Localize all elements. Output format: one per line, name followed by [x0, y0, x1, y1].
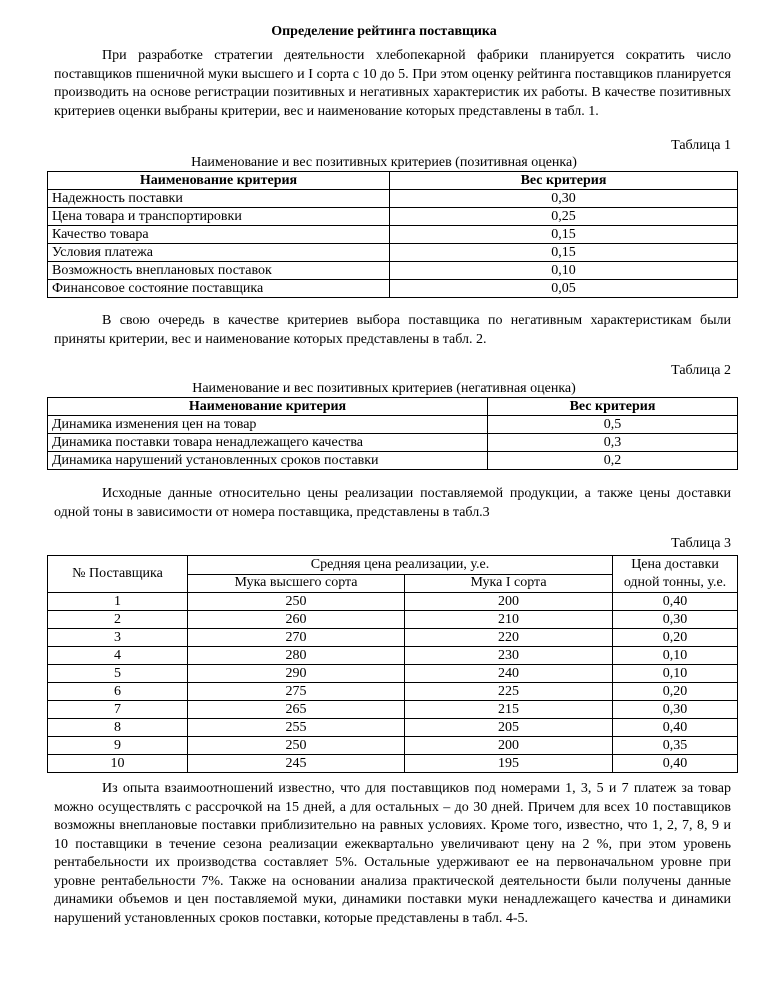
first-grade-price: 240 [405, 665, 613, 683]
header-supplier-number: № Поставщика [48, 556, 188, 593]
delivery-price: 0,20 [613, 683, 738, 701]
criterion-name: Динамика нарушений установленных сроков поставки [48, 452, 488, 470]
paragraph-4 [54, 780, 731, 928]
first-grade-price: 210 [405, 611, 613, 629]
delivery-price: 0,40 [613, 755, 738, 773]
criterion-name: Финансовое состояние поставщика [48, 280, 390, 298]
criterion-weight: 0,30 [390, 190, 738, 208]
top-grade-price: 245 [188, 755, 405, 773]
criterion-name: Надежность поставки [48, 190, 390, 208]
first-grade-price: 220 [405, 629, 613, 647]
table-row [48, 244, 738, 262]
column-header: Наименование критерия [48, 398, 488, 416]
table-row [48, 701, 738, 719]
delivery-price: 0,40 [613, 593, 738, 611]
table-row [48, 452, 738, 470]
supplier-number: 5 [48, 665, 188, 683]
supplier-price-table [47, 555, 738, 773]
top-grade-price: 250 [188, 737, 405, 755]
supplier-number: 8 [48, 719, 188, 737]
supplier-number: 2 [48, 611, 188, 629]
table-row [48, 262, 738, 280]
table-row [48, 434, 738, 452]
supplier-number: 3 [48, 629, 188, 647]
column-header: Наименование критерия [48, 172, 390, 190]
paragraph-3 [54, 485, 731, 522]
table-row [48, 226, 738, 244]
header-delivery-price: Цена доставки одной тонны, у.е. [613, 556, 738, 593]
first-grade-price: 200 [405, 737, 613, 755]
criterion-weight: 0,15 [390, 244, 738, 262]
table-row [48, 416, 738, 434]
delivery-price: 0,20 [613, 629, 738, 647]
table-row [48, 737, 738, 755]
paragraph-2-text: В свою очередь в качестве критериев выбора поставщика по негативным характеристикам были приняты критерии, вес и наименование которых представлены в табл. 2. [54, 313, 731, 347]
table-row [48, 647, 738, 665]
delivery-price: 0,10 [613, 647, 738, 665]
table1-label: Таблица 1 [671, 138, 731, 153]
criterion-name: Возможность внеплановых поставок [48, 262, 390, 280]
top-grade-price: 280 [188, 647, 405, 665]
criterion-name: Условия платежа [48, 244, 390, 262]
table-header-row [48, 398, 738, 416]
delivery-price: 0,30 [613, 701, 738, 719]
delivery-price: 0,35 [613, 737, 738, 755]
criterion-weight: 0,25 [390, 208, 738, 226]
column-header: Вес критерия [390, 172, 738, 190]
header-average-price: Средняя цена реализации, у.е. [188, 556, 613, 575]
top-grade-price: 260 [188, 611, 405, 629]
delivery-price: 0,40 [613, 719, 738, 737]
table-row [48, 755, 738, 773]
top-grade-price: 290 [188, 665, 405, 683]
first-grade-price: 225 [405, 683, 613, 701]
header-first-grade-flour: Мука I сорта [405, 574, 613, 593]
criterion-weight: 0,5 [488, 416, 738, 434]
supplier-number: 6 [48, 683, 188, 701]
table-row [48, 190, 738, 208]
criterion-weight: 0,05 [390, 280, 738, 298]
criterion-name: Динамика поставки товара ненадлежащего качества [48, 434, 488, 452]
table-row [48, 611, 738, 629]
delivery-price: 0,10 [613, 665, 738, 683]
table-row [48, 665, 738, 683]
paragraph-3-text: Исходные данные относительно цены реализации поставляемой продукции, а также цены доставки одной тоны в зависимости от номера поставщика, представлены в табл.3 [54, 486, 731, 520]
supplier-number: 4 [48, 647, 188, 665]
table1-caption: Наименование и вес позитивных критериев (позитивная оценка) [191, 155, 577, 170]
supplier-number: 9 [48, 737, 188, 755]
header-top-grade-flour: Мука высшего сорта [188, 574, 405, 593]
criterion-weight: 0,2 [488, 452, 738, 470]
criterion-weight: 0,15 [390, 226, 738, 244]
table2-label: Таблица 2 [671, 363, 731, 378]
table-row [48, 719, 738, 737]
top-grade-price: 255 [188, 719, 405, 737]
first-grade-price: 215 [405, 701, 613, 719]
criteria-table-negative [47, 397, 738, 470]
paragraph-2 [54, 312, 731, 349]
criterion-name: Динамика изменения цен на товар [48, 416, 488, 434]
delivery-price: 0,30 [613, 611, 738, 629]
criterion-name: Цена товара и транспортировки [48, 208, 390, 226]
top-grade-price: 265 [188, 701, 405, 719]
first-grade-price: 205 [405, 719, 613, 737]
top-grade-price: 270 [188, 629, 405, 647]
first-grade-price: 195 [405, 755, 613, 773]
table-header-row [48, 556, 738, 575]
supplier-number: 10 [48, 755, 188, 773]
table-row [48, 208, 738, 226]
criterion-weight: 0,3 [488, 434, 738, 452]
top-grade-price: 275 [188, 683, 405, 701]
table-header-row [48, 172, 738, 190]
table2-caption: Наименование и вес позитивных критериев (негативная оценка) [192, 381, 576, 396]
first-grade-price: 230 [405, 647, 613, 665]
criteria-table-positive [47, 171, 738, 298]
supplier-number: 7 [48, 701, 188, 719]
first-grade-price: 200 [405, 593, 613, 611]
table3-label: Таблица 3 [671, 536, 731, 551]
table-row [48, 683, 738, 701]
criterion-name: Качество товара [48, 226, 390, 244]
table-row [48, 593, 738, 611]
paragraph-4-text: Из опыта взаимоотношений известно, что для поставщиков под номерами 1, 3, 5 и 7 платеж за товар можно осуществлять с рассрочкой на 15 дней, а для остальных – до 30 дней. Причем для всех 10 поставщиков возможны внеплановые поставки приблизительно на равных условиях. Кроме того, известно, что 1, 2, 7, 8, 9 и 10 поставщики в течение сезона реализации ежеквартально увеличивают цену на 2 %, при этом уровень рентабельности их производства составляет 5%. Остальные удерживают ее на первоначальном уровне при уровне рентабельности 7%. Также на основании анализа практической деятельности были получены данные динамики объемов и цен поставляемой муки, динамики поставки муки ненадлежащего качества и динамики нарушений установленных сроков поставки, которые представлены в табл. 4-5. [54, 781, 731, 926]
intro-text: При разработке стратегии деятельности хлебопекарной фабрики планируется сократить число поставщиков пшеничной муки высшего и I сорта с 10 до 5. При этом оценку рейтинга поставщиков планируется производить на основе регистрации позитивных и негативных характеристик их работы. В качестве позитивных критериев оценки выбраны критерии, вес и наименование которых представлены в табл. 1. [54, 48, 731, 119]
table-row [48, 629, 738, 647]
document-title: Определение рейтинга поставщика [271, 24, 497, 39]
criterion-weight: 0,10 [390, 262, 738, 280]
intro-paragraph [54, 47, 731, 121]
top-grade-price: 250 [188, 593, 405, 611]
table-row [48, 280, 738, 298]
column-header: Вес критерия [488, 398, 738, 416]
supplier-number: 1 [48, 593, 188, 611]
